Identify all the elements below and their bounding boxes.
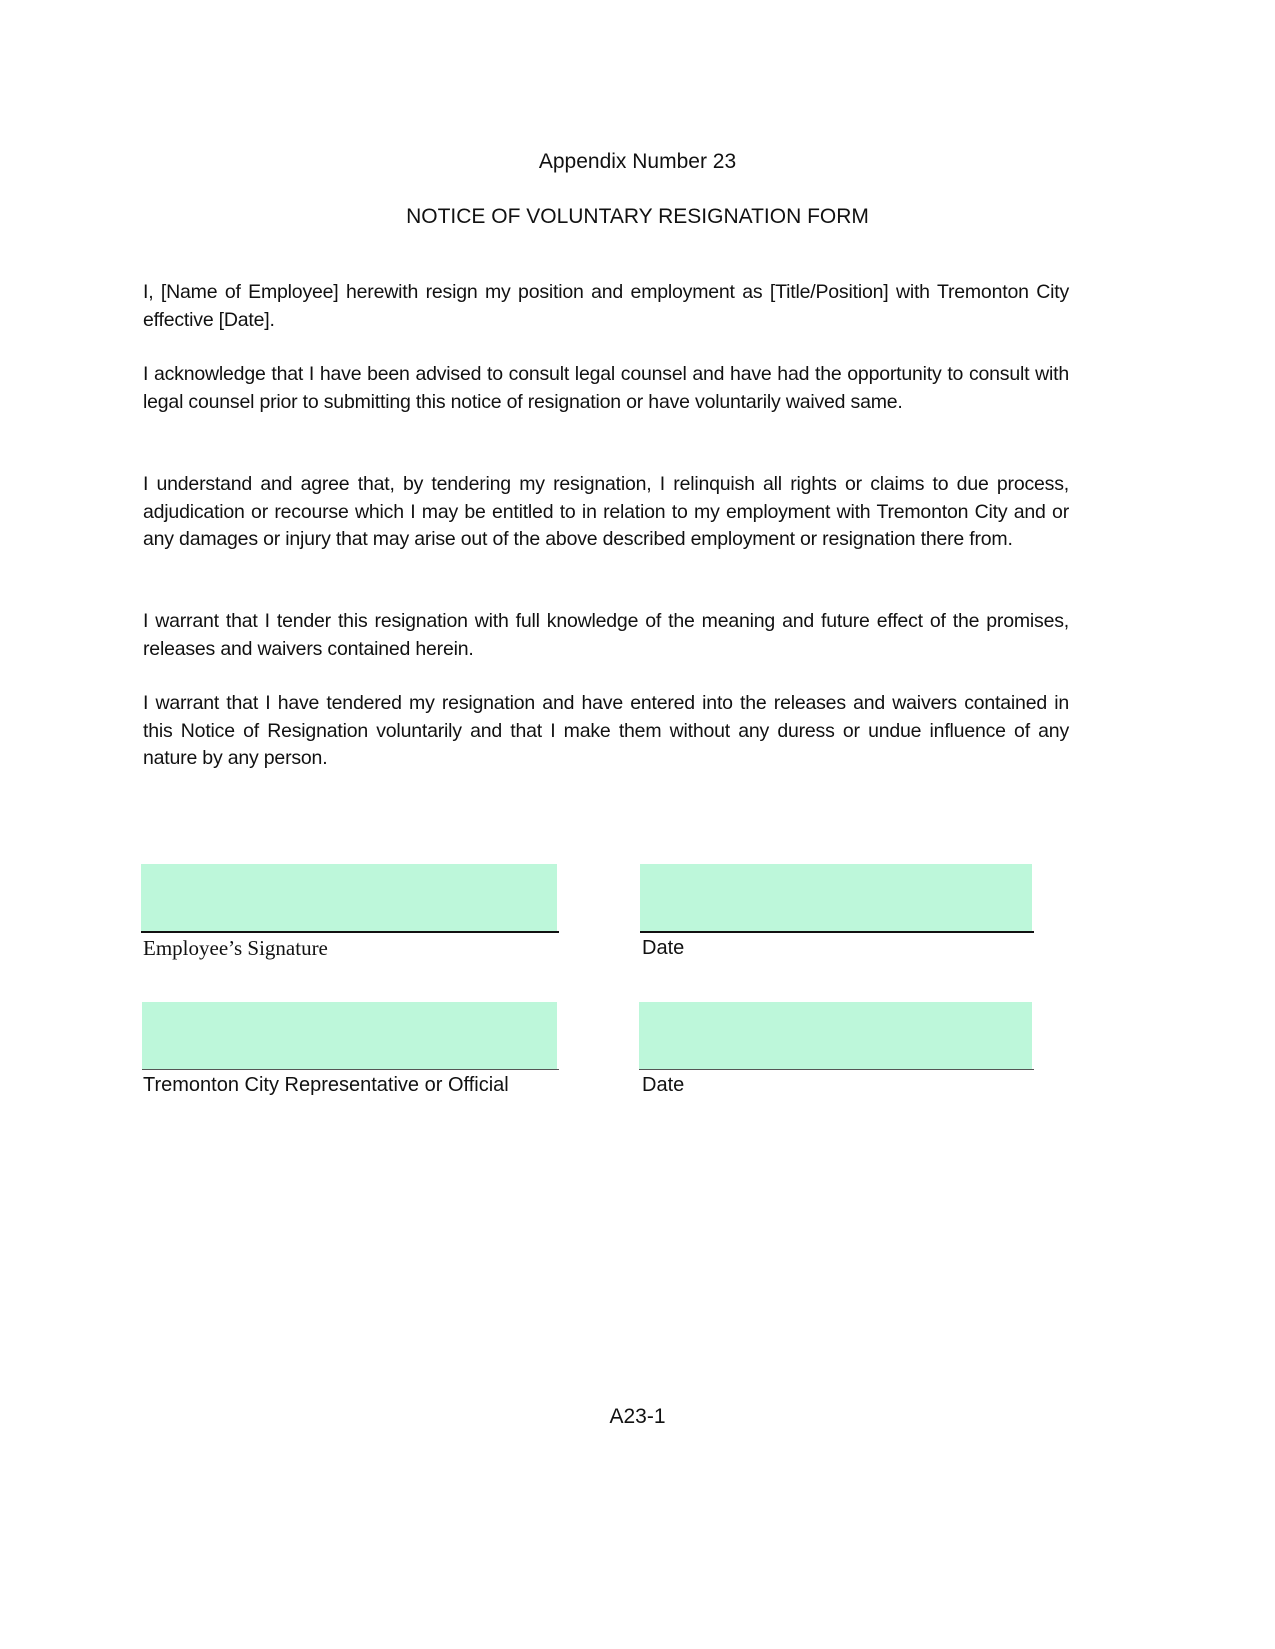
representative-signature-field[interactable] xyxy=(142,1002,557,1070)
page-number: A23-1 xyxy=(609,1405,666,1428)
paragraph-resignation: I, [Name of Employee] herewith resign my position and employment as [Title/Position] with Tremonton City effective [Date]. xyxy=(143,281,1069,331)
form-title: NOTICE OF VOLUNTARY RESIGNATION FORM xyxy=(406,205,869,228)
employee-signature-line xyxy=(141,931,559,933)
paragraph-full-knowledge: I warrant that I tender this resignation with full knowledge of the meaning and future effect of the promises, releases and waivers contained herein. xyxy=(143,610,1069,660)
employee-signature-field[interactable] xyxy=(141,864,557,932)
employee-date-field[interactable] xyxy=(640,864,1032,932)
paragraph-legal-counsel: I acknowledge that I have been advised to consult legal counsel and have had the opportunity to consult with legal counsel prior to submitting this notice of resignation or have voluntarily waived same. xyxy=(143,363,1069,413)
appendix-number: Appendix Number 23 xyxy=(538,150,737,173)
representative-date-label: Date xyxy=(642,1074,685,1096)
representative-date-field[interactable] xyxy=(639,1002,1032,1070)
paragraph-voluntary: I warrant that I have tendered my resignation and have entered into the releases and waivers contained in this Notice of Resignation voluntarily and that I make them without any duress or undue influence of any nature by any person. xyxy=(143,692,1069,769)
representative-signature-line xyxy=(142,1069,559,1070)
employee-date-line xyxy=(640,931,1034,933)
employee-date-label: Date xyxy=(642,937,685,959)
employee-signature-label: Employee’s Signature xyxy=(143,936,328,960)
representative-signature-label: Tremonton City Representative or Official xyxy=(143,1074,509,1096)
representative-date-line xyxy=(639,1069,1034,1070)
paragraph-relinquish-rights: I understand and agree that, by tendering my resignation, I relinquish all rights or claims to due process, adjudication or recourse which I may be entitled to in relation to my employment with Tremonton City and or any damages or injury that may arise out of the above described employment or resignation there from. xyxy=(143,473,1069,550)
